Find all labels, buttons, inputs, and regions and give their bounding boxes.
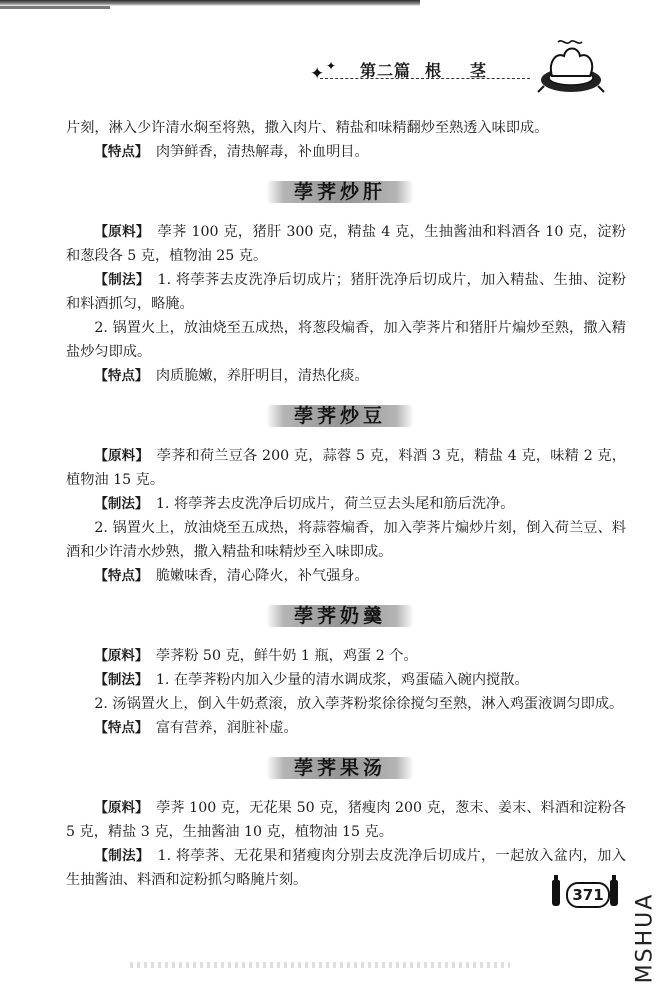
ingredients-paragraph xyxy=(66,644,626,668)
method-paragraph xyxy=(66,268,626,316)
scan-artifact xyxy=(130,962,510,968)
feature-label: 【特点】 xyxy=(94,368,142,384)
dish-title: 荸荠炒肝 xyxy=(266,178,414,206)
method-step: 1. 将荸荠去皮洗净后切成片；猪肝洗净后切成片，加入精盐、生抽、淀粉和料酒抓匀，略腌。 xyxy=(66,272,626,312)
sparkle-icon: ✦ xyxy=(310,64,325,84)
method-step: 1. 在荸荠粉内加入少量的清水调成浆，鸡蛋磕入碗内搅散。 xyxy=(155,672,529,688)
method-step-paragraph: 2. 汤锅置火上，倒入牛奶煮滚，放入荸荠粉浆徐徐搅匀至熟，淋入鸡蛋液调匀即成。 xyxy=(94,696,624,712)
method-step: 1. 将荸荠、无花果和猪瘦肉分别去皮洗净后切成片，一起放入盆内，加入生抽酱油、料酒和淀粉抓匀略腌片刻。 xyxy=(66,848,626,888)
feature-label: 【特点】 xyxy=(94,568,142,584)
page-number: 371 xyxy=(566,882,610,908)
ingredients-paragraph xyxy=(66,444,626,492)
method-step-paragraph: 2. 锅置火上，放油烧至五成热，将葱段煸香，加入荸荠片和猪肝片煸炒至熟，撒入精盐炒匀即成。 xyxy=(66,320,626,360)
dish-title-banner xyxy=(66,170,626,214)
feature-paragraph xyxy=(66,364,626,388)
ingredients-label: 【原料】 xyxy=(94,648,142,664)
dish-title: 荸荠果汤 xyxy=(266,754,414,782)
header-section-b: 茎 xyxy=(470,61,488,80)
method-step-paragraph: 2. 锅置火上，放油烧至五成热，将蒜蓉煸香，加入荸荠片煸炒片刻，倒入荷兰豆、料酒和少许清水炒熟，撒入精盐和味精炒至入味即成。 xyxy=(66,520,626,560)
ingredients-text: 荸荠和荷兰豆各 200 克，蒜蓉 5 克，料酒 3 克，精盐 4 克，味精 2 克，植物油 15 克。 xyxy=(66,448,626,488)
method-step: 1. 将荸荠去皮洗净后切成片，荷兰豆去头尾和筋后洗净。 xyxy=(155,496,515,512)
chef-hat-icon xyxy=(536,36,606,94)
ingredients-text: 荸荠 100 克，无花果 50 克，猪瘦肉 200 克，葱末、姜末、料酒和淀粉各 5 克，精盐 3 克，生抽酱油 10 克，植物油 15 克。 xyxy=(66,800,626,840)
ingredients-label: 【原料】 xyxy=(94,448,143,464)
method-label: 【制法】 xyxy=(94,496,142,512)
header-underline xyxy=(320,78,530,79)
ingredients-text: 荸荠粉 50 克，鲜牛奶 1 瓶，鸡蛋 2 个。 xyxy=(155,648,418,664)
method-paragraph xyxy=(66,844,626,892)
method-paragraph xyxy=(66,668,626,692)
sparkle-icon: ✦ xyxy=(326,59,337,73)
feature-paragraph xyxy=(66,564,626,588)
bottle-icon xyxy=(610,880,618,906)
dish-title-banner xyxy=(66,594,626,638)
bottle-icon xyxy=(552,880,560,906)
feature-label: 【特点】 xyxy=(94,144,142,160)
ingredients-paragraph xyxy=(66,796,626,844)
watermark-text: MSHUA xyxy=(632,892,658,983)
ingredients-label: 【原料】 xyxy=(94,800,142,816)
page-number-badge xyxy=(546,878,622,908)
paragraph-continuation: 片刻，淋入少许清水焖至将熟，撒入肉片、精盐和味精翻炒至熟透入味即成。 xyxy=(66,120,549,136)
method-label: 【制法】 xyxy=(94,672,142,688)
top-edge-smudge xyxy=(0,6,110,9)
ingredients-paragraph xyxy=(66,220,626,268)
header-chapter: 第二篇 xyxy=(360,61,412,80)
dish-title-banner xyxy=(66,746,626,790)
feature-text: 富有营养，润脏补虚。 xyxy=(155,720,298,736)
feature-text: 肉笋鲜香，清热解毒，补血明目。 xyxy=(155,144,369,160)
ingredients-label: 【原料】 xyxy=(94,224,144,240)
ingredients-text: 荸荠 100 克，猪肝 300 克，精盐 4 克，生抽酱油和料酒各 10 克，淀粉和葱段各 5 克，植物油 25 克。 xyxy=(66,224,626,264)
method-paragraph xyxy=(66,492,626,516)
method-label: 【制法】 xyxy=(94,272,144,288)
feature-paragraph xyxy=(66,716,626,740)
feature-text: 脆嫩味香，清心降火，补气强身。 xyxy=(155,568,369,584)
page-body xyxy=(66,116,626,892)
dish-title-banner xyxy=(66,394,626,438)
feature-label: 【特点】 xyxy=(94,720,142,736)
feature-paragraph xyxy=(66,140,626,164)
method-label: 【制法】 xyxy=(94,848,144,864)
feature-text: 肉质脆嫩，养肝明目，清热化痰。 xyxy=(155,368,369,384)
dish-title: 荸荠炒豆 xyxy=(266,402,414,430)
header-section-a: 根 xyxy=(425,61,443,80)
dish-title: 荸荠奶羹 xyxy=(266,602,414,630)
watermark xyxy=(630,880,660,995)
